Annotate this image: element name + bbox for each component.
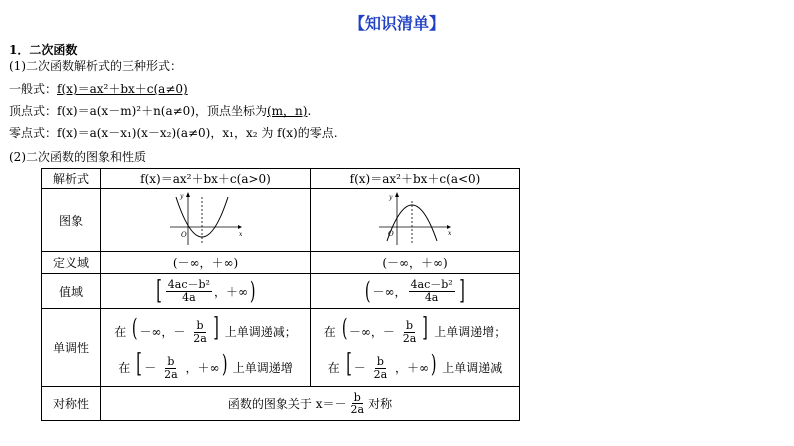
frac-den: 2a	[402, 332, 417, 345]
page-title: 【知识清单】	[348, 14, 445, 33]
y-axis-arrow	[186, 192, 190, 197]
symmetry-prefix: 函数的图象关于 x＝－	[227, 397, 347, 412]
text-in: 在	[323, 325, 336, 339]
table-row	[42, 309, 520, 387]
symmetry-cell	[101, 387, 520, 421]
frac-num: b	[353, 390, 361, 404]
vertex-coords: (m，n)	[267, 104, 308, 118]
range-pos-inf: ，＋∞	[213, 284, 248, 299]
graph-a-negative-cell	[311, 189, 520, 252]
domain-a-positive: (－∞，＋∞)	[101, 252, 311, 274]
frac-den: 2a	[193, 332, 207, 345]
domain-a-negative: (－∞，＋∞)	[311, 252, 520, 274]
frac-num: b	[196, 319, 204, 333]
b-over-2a	[372, 356, 390, 380]
header-cell: 解析式	[42, 169, 101, 189]
b-over-2a	[349, 392, 367, 416]
vertex-form-formula: f(x)＝a(x－m)²＋n(a≠0)，顶点坐标为	[57, 104, 267, 118]
range-a-positive: [ $\frac{\text{4ac－b²}}{4a}$ ，＋∞ )	[101, 274, 311, 309]
y-axis-label: y	[389, 193, 393, 201]
neg-inf: －∞，－	[348, 325, 395, 339]
text-decreasing: 上单调递减	[442, 360, 503, 375]
text-in: 在	[327, 360, 340, 375]
x-axis-arrow	[238, 225, 242, 229]
y-axis-label: y	[179, 192, 183, 200]
pos-inf: ，＋∞	[185, 360, 220, 375]
range-numerator: 4ac－b²	[167, 277, 210, 291]
x-axis-label: x	[448, 229, 452, 237]
table-row	[42, 189, 520, 252]
table-row	[42, 387, 520, 421]
origin-label: O	[180, 230, 187, 239]
x-axis-label: x	[238, 230, 242, 238]
minus-sign: －	[353, 360, 366, 375]
range-fraction	[166, 279, 212, 303]
frac-den: 2a	[373, 367, 388, 381]
row-label-range: 值域	[42, 274, 101, 309]
monotonic-line: 在 ( －∞，－ $\frac{b}{2a}$ ] 上单调递增；	[323, 313, 507, 345]
parabola-down-graph	[375, 191, 455, 247]
range-fraction	[409, 279, 455, 303]
graph-intro: (2)二次函数的图象和性质	[9, 150, 146, 164]
range-a-negative: ( －∞， $\frac{\text{4ac－b²}}{4a}$ ]	[311, 274, 520, 309]
text-increasing: 上单调递增；	[434, 325, 507, 339]
row-label-symmetry: 对称性	[42, 387, 101, 421]
text-in: 在	[118, 360, 131, 375]
table-row	[42, 252, 520, 274]
text-in: 在	[114, 325, 127, 339]
monotonic-line: 在 ( －∞，－ $\frac{b}{2a}$ ] 上单调递减；	[114, 313, 297, 345]
range-numerator: 4ac－b²	[410, 277, 453, 291]
section-heading: 1．二次函数	[9, 43, 78, 57]
frac-den: 2a	[350, 403, 365, 417]
origin-label: O	[388, 229, 394, 238]
frac-num: b	[376, 355, 384, 368]
minus-sign: －	[144, 360, 157, 375]
b-over-2a	[162, 356, 180, 380]
row-label-graph: 图象	[42, 189, 101, 252]
range-denominator: 4a	[182, 290, 196, 304]
pos-inf: ，＋∞	[395, 360, 429, 375]
text-decreasing: 上单调递减；	[224, 325, 297, 339]
general-form-formula: f(x)＝ax²＋bx＋c(a≠0)	[57, 82, 188, 96]
b-over-2a	[401, 320, 419, 344]
vertex-form-line	[9, 102, 311, 119]
y-axis-arrow	[395, 192, 399, 197]
table-row	[42, 169, 520, 189]
parabola-up-graph	[166, 191, 246, 247]
zero-form-line	[9, 124, 338, 141]
b-over-2a	[191, 320, 209, 344]
frac-num: b	[405, 319, 414, 333]
header-cell-a-positive: f(x)＝ax²＋bx＋c(a>0)	[101, 169, 311, 189]
properties-table	[41, 168, 520, 421]
general-form-line	[9, 80, 188, 97]
text-increasing: 上单调递增	[232, 360, 293, 375]
frac-num: b	[167, 355, 175, 368]
vertex-form-label: 顶点式：	[9, 104, 58, 118]
vertex-line-end: .	[307, 104, 312, 118]
monotonic-a-positive	[101, 309, 311, 387]
header-cell-a-negative: f(x)＝ax²＋bx＋c(a<0)	[311, 169, 520, 189]
table-row	[42, 274, 520, 309]
neg-inf: －∞，－	[139, 325, 186, 339]
range-neg-inf: －∞，	[372, 284, 407, 299]
zero-form-formula: f(x)＝a(x－x₁)(x－x₂)(a≠0)，x₁，x₂ 为 f(x)的零点.	[57, 126, 338, 140]
monotonic-line: 在 [ － $\frac{b}{2a}$ ，＋∞) 上单调递增	[118, 348, 293, 381]
monotonic-a-negative	[311, 309, 520, 387]
symmetry-suffix: 对称	[368, 397, 393, 412]
frac-den: 2a	[164, 367, 178, 381]
row-label-domain: 定义域	[42, 252, 101, 274]
row-label-monotonic: 单调性	[42, 309, 101, 387]
zero-form-label: 零点式：	[9, 126, 58, 140]
general-form-label: 一般式：	[9, 82, 58, 96]
forms-intro: (1)二次函数解析式的三种形式：	[9, 59, 182, 73]
graph-a-positive-cell	[101, 189, 311, 252]
monotonic-line: 在 [ － $\frac{b}{2a}$ ，＋∞) 上单调递减	[327, 348, 503, 381]
x-axis-arrow	[447, 225, 451, 229]
range-denominator: 4a	[424, 290, 439, 304]
